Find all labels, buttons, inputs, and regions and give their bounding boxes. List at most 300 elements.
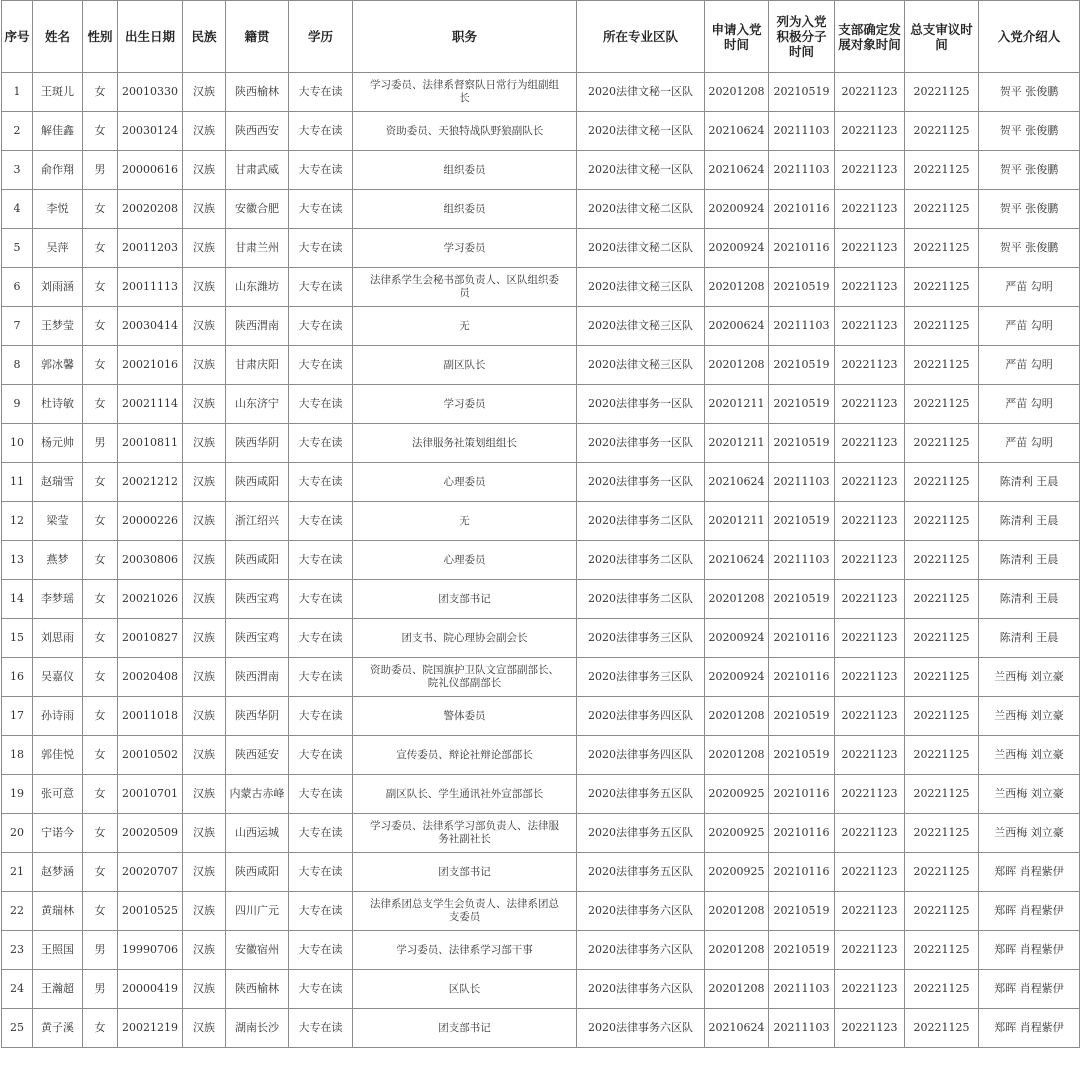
cell-activist-date: 20210519 — [769, 73, 835, 112]
cell-ethnicity: 汉族 — [183, 151, 226, 190]
cell-apply-date: 20200924 — [705, 619, 769, 658]
cell-duty: 法律服务社策划组组长 — [353, 424, 577, 463]
cell-gender: 女 — [83, 463, 118, 502]
cell-activist-date: 20211103 — [769, 151, 835, 190]
cell-native-place: 陕西咸阳 — [226, 853, 289, 892]
cell-education: 大专在读 — [289, 619, 353, 658]
cell-name: 张可意 — [33, 775, 83, 814]
cell-name: 赵瑞雪 — [33, 463, 83, 502]
table-row — [2, 775, 1080, 814]
cell-duty: 学习委员、法律系学习部负责人、法律服务社副社长 — [353, 814, 577, 853]
table-row — [2, 814, 1080, 853]
cell-birth-date: 20010827 — [118, 619, 183, 658]
cell-education: 大专在读 — [289, 697, 353, 736]
cell-native-place: 陕西宝鸡 — [226, 619, 289, 658]
cell-birth-date: 20000616 — [118, 151, 183, 190]
cell-index: 20 — [2, 814, 33, 853]
cell-review-date: 20221125 — [905, 346, 979, 385]
cell-squad: 2020法律事务一区队 — [577, 463, 705, 502]
cell-duty: 区队长 — [353, 970, 577, 1009]
table-row — [2, 151, 1080, 190]
cell-apply-date: 20201211 — [705, 424, 769, 463]
cell-gender: 女 — [83, 814, 118, 853]
cell-candidate-date: 20221123 — [835, 229, 905, 268]
cell-review-date: 20221125 — [905, 385, 979, 424]
cell-native-place: 安徽宿州 — [226, 931, 289, 970]
cell-gender: 女 — [83, 346, 118, 385]
cell-activist-date: 20211103 — [769, 541, 835, 580]
cell-ethnicity: 汉族 — [183, 112, 226, 151]
cell-duty: 无 — [353, 502, 577, 541]
cell-introducers: 贺平 张俊鹏 — [979, 73, 1080, 112]
header-introducers: 入党介绍人 — [979, 1, 1080, 73]
cell-review-date: 20221125 — [905, 814, 979, 853]
cell-activist-date: 20210116 — [769, 775, 835, 814]
cell-apply-date: 20201208 — [705, 931, 769, 970]
cell-name: 俞作翔 — [33, 151, 83, 190]
cell-activist-date: 20210116 — [769, 814, 835, 853]
cell-education: 大专在读 — [289, 970, 353, 1009]
cell-squad: 2020法律事务六区队 — [577, 892, 705, 931]
cell-review-date: 20221125 — [905, 697, 979, 736]
cell-duty: 法律系团总支学生会负责人、法律系团总支委员 — [353, 892, 577, 931]
cell-ethnicity: 汉族 — [183, 970, 226, 1009]
table-body — [2, 73, 1080, 1048]
cell-name: 吴萍 — [33, 229, 83, 268]
cell-candidate-date: 20221123 — [835, 736, 905, 775]
cell-ethnicity: 汉族 — [183, 736, 226, 775]
cell-ethnicity: 汉族 — [183, 268, 226, 307]
cell-native-place: 山东济宁 — [226, 385, 289, 424]
cell-native-place: 陕西咸阳 — [226, 463, 289, 502]
cell-education: 大专在读 — [289, 853, 353, 892]
cell-candidate-date: 20221123 — [835, 307, 905, 346]
cell-duty: 组织委员 — [353, 151, 577, 190]
cell-duty: 副区队长 — [353, 346, 577, 385]
table-row — [2, 463, 1080, 502]
cell-review-date: 20221125 — [905, 580, 979, 619]
cell-review-date: 20221125 — [905, 190, 979, 229]
cell-index: 17 — [2, 697, 33, 736]
table-row — [2, 892, 1080, 931]
cell-name: 吴嘉仪 — [33, 658, 83, 697]
cell-native-place: 陕西华阴 — [226, 424, 289, 463]
cell-birth-date: 20010701 — [118, 775, 183, 814]
cell-duty: 团支书、院心理协会副会长 — [353, 619, 577, 658]
cell-review-date: 20221125 — [905, 931, 979, 970]
cell-ethnicity: 汉族 — [183, 463, 226, 502]
cell-candidate-date: 20221123 — [835, 931, 905, 970]
cell-birth-date: 19990706 — [118, 931, 183, 970]
table-row — [2, 658, 1080, 697]
cell-squad: 2020法律文秘一区队 — [577, 151, 705, 190]
cell-name: 燕梦 — [33, 541, 83, 580]
cell-index: 13 — [2, 541, 33, 580]
header-apply-date: 申请入党时间 — [705, 1, 769, 73]
cell-squad: 2020法律事务六区队 — [577, 970, 705, 1009]
cell-introducers: 陈清利 王晨 — [979, 541, 1080, 580]
cell-squad: 2020法律文秘二区队 — [577, 229, 705, 268]
cell-candidate-date: 20221123 — [835, 541, 905, 580]
cell-ethnicity: 汉族 — [183, 541, 226, 580]
cell-gender: 男 — [83, 931, 118, 970]
cell-squad: 2020法律文秘三区队 — [577, 307, 705, 346]
cell-index: 3 — [2, 151, 33, 190]
cell-duty: 心理委员 — [353, 541, 577, 580]
table-row — [2, 73, 1080, 112]
cell-duty: 团支部书记 — [353, 580, 577, 619]
table-row — [2, 424, 1080, 463]
cell-native-place: 陕西宝鸡 — [226, 580, 289, 619]
member-table — [1, 0, 1080, 1048]
cell-apply-date: 20201208 — [705, 892, 769, 931]
cell-review-date: 20221125 — [905, 892, 979, 931]
table-row — [2, 619, 1080, 658]
cell-review-date: 20221125 — [905, 502, 979, 541]
cell-name: 解佳鑫 — [33, 112, 83, 151]
cell-birth-date: 20020208 — [118, 190, 183, 229]
cell-gender: 女 — [83, 385, 118, 424]
cell-candidate-date: 20221123 — [835, 385, 905, 424]
cell-introducers: 严苗 勾明 — [979, 424, 1080, 463]
cell-review-date: 20221125 — [905, 775, 979, 814]
table-row — [2, 229, 1080, 268]
cell-gender: 男 — [83, 970, 118, 1009]
cell-ethnicity: 汉族 — [183, 697, 226, 736]
cell-gender: 男 — [83, 151, 118, 190]
cell-activist-date: 20210116 — [769, 853, 835, 892]
cell-duty: 资助委员、院国旗护卫队文宣部副部长、院礼仪部副部长 — [353, 658, 577, 697]
cell-education: 大专在读 — [289, 385, 353, 424]
cell-index: 16 — [2, 658, 33, 697]
cell-activist-date: 20210519 — [769, 892, 835, 931]
cell-gender: 女 — [83, 268, 118, 307]
cell-education: 大专在读 — [289, 307, 353, 346]
cell-gender: 女 — [83, 853, 118, 892]
cell-ethnicity: 汉族 — [183, 619, 226, 658]
cell-activist-date: 20210519 — [769, 385, 835, 424]
cell-ethnicity: 汉族 — [183, 658, 226, 697]
table-row — [2, 190, 1080, 229]
cell-name: 李梦瑶 — [33, 580, 83, 619]
cell-activist-date: 20210116 — [769, 619, 835, 658]
cell-apply-date: 20200925 — [705, 775, 769, 814]
cell-duty: 团支部书记 — [353, 1009, 577, 1048]
cell-birth-date: 20010525 — [118, 892, 183, 931]
cell-squad: 2020法律事务三区队 — [577, 658, 705, 697]
cell-ethnicity: 汉族 — [183, 502, 226, 541]
cell-apply-date: 20210624 — [705, 112, 769, 151]
cell-education: 大专在读 — [289, 73, 353, 112]
cell-birth-date: 20021219 — [118, 1009, 183, 1048]
cell-apply-date: 20201208 — [705, 580, 769, 619]
cell-ethnicity: 汉族 — [183, 385, 226, 424]
cell-native-place: 陕西延安 — [226, 736, 289, 775]
cell-duty: 副区队长、学生通讯社外宣部部长 — [353, 775, 577, 814]
cell-introducers: 兰西梅 刘立豪 — [979, 814, 1080, 853]
cell-apply-date: 20201211 — [705, 385, 769, 424]
cell-candidate-date: 20221123 — [835, 658, 905, 697]
cell-introducers: 严苗 勾明 — [979, 307, 1080, 346]
cell-introducers: 郑晖 肖程紫伊 — [979, 931, 1080, 970]
cell-name: 赵梦涵 — [33, 853, 83, 892]
cell-gender: 女 — [83, 775, 118, 814]
cell-duty: 警体委员 — [353, 697, 577, 736]
cell-name: 郭佳悦 — [33, 736, 83, 775]
cell-birth-date: 20021212 — [118, 463, 183, 502]
table-row — [2, 268, 1080, 307]
cell-activist-date: 20210519 — [769, 931, 835, 970]
cell-activist-date: 20210519 — [769, 697, 835, 736]
cell-squad: 2020法律文秘一区队 — [577, 73, 705, 112]
table-row — [2, 112, 1080, 151]
cell-introducers: 严苗 勾明 — [979, 268, 1080, 307]
cell-apply-date: 20210624 — [705, 1009, 769, 1048]
table-row — [2, 697, 1080, 736]
cell-duty: 学习委员 — [353, 385, 577, 424]
cell-activist-date: 20210519 — [769, 502, 835, 541]
cell-apply-date: 20210624 — [705, 463, 769, 502]
cell-name: 刘思雨 — [33, 619, 83, 658]
cell-native-place: 甘肃兰州 — [226, 229, 289, 268]
cell-introducers: 严苗 勾明 — [979, 346, 1080, 385]
header-review-date: 总支审议时间 — [905, 1, 979, 73]
cell-ethnicity: 汉族 — [183, 892, 226, 931]
cell-birth-date: 20030414 — [118, 307, 183, 346]
cell-squad: 2020法律事务四区队 — [577, 697, 705, 736]
cell-review-date: 20221125 — [905, 970, 979, 1009]
cell-native-place: 甘肃武威 — [226, 151, 289, 190]
cell-activist-date: 20210519 — [769, 580, 835, 619]
cell-squad: 2020法律文秘三区队 — [577, 268, 705, 307]
cell-squad: 2020法律事务二区队 — [577, 541, 705, 580]
cell-ethnicity: 汉族 — [183, 190, 226, 229]
cell-birth-date: 20010811 — [118, 424, 183, 463]
cell-introducers: 陈清利 王晨 — [979, 463, 1080, 502]
cell-introducers: 郑晖 肖程紫伊 — [979, 892, 1080, 931]
cell-education: 大专在读 — [289, 736, 353, 775]
cell-candidate-date: 20221123 — [835, 697, 905, 736]
cell-gender: 女 — [83, 892, 118, 931]
table-row — [2, 1009, 1080, 1048]
cell-squad: 2020法律事务一区队 — [577, 424, 705, 463]
cell-index: 1 — [2, 73, 33, 112]
cell-introducers: 陈清利 王晨 — [979, 619, 1080, 658]
cell-introducers: 兰西梅 刘立豪 — [979, 658, 1080, 697]
cell-squad: 2020法律事务一区队 — [577, 385, 705, 424]
cell-name: 宁诺今 — [33, 814, 83, 853]
cell-duty: 资助委员、天狼特战队野狼副队长 — [353, 112, 577, 151]
cell-index: 10 — [2, 424, 33, 463]
cell-index: 7 — [2, 307, 33, 346]
cell-introducers: 兰西梅 刘立豪 — [979, 736, 1080, 775]
cell-squad: 2020法律事务四区队 — [577, 736, 705, 775]
cell-birth-date: 20021016 — [118, 346, 183, 385]
cell-name: 刘雨涵 — [33, 268, 83, 307]
cell-index: 21 — [2, 853, 33, 892]
cell-squad: 2020法律事务六区队 — [577, 1009, 705, 1048]
cell-name: 李悦 — [33, 190, 83, 229]
cell-squad: 2020法律文秘一区队 — [577, 112, 705, 151]
table-row — [2, 385, 1080, 424]
table-row — [2, 931, 1080, 970]
table-row — [2, 541, 1080, 580]
cell-birth-date: 20020509 — [118, 814, 183, 853]
header-row — [2, 1, 1080, 73]
cell-candidate-date: 20221123 — [835, 814, 905, 853]
cell-candidate-date: 20221123 — [835, 73, 905, 112]
cell-introducers: 兰西梅 刘立豪 — [979, 697, 1080, 736]
cell-activist-date: 20210519 — [769, 346, 835, 385]
cell-review-date: 20221125 — [905, 229, 979, 268]
cell-ethnicity: 汉族 — [183, 1009, 226, 1048]
cell-activist-date: 20211103 — [769, 970, 835, 1009]
cell-index: 18 — [2, 736, 33, 775]
cell-name: 王梦莹 — [33, 307, 83, 346]
cell-candidate-date: 20221123 — [835, 346, 905, 385]
cell-introducers: 陈清利 王晨 — [979, 580, 1080, 619]
cell-index: 22 — [2, 892, 33, 931]
cell-name: 黄子溪 — [33, 1009, 83, 1048]
cell-ethnicity: 汉族 — [183, 424, 226, 463]
cell-candidate-date: 20221123 — [835, 190, 905, 229]
cell-review-date: 20221125 — [905, 268, 979, 307]
header-native-place: 籍贯 — [226, 1, 289, 73]
cell-birth-date: 20000226 — [118, 502, 183, 541]
cell-ethnicity: 汉族 — [183, 853, 226, 892]
cell-activist-date: 20210116 — [769, 229, 835, 268]
cell-squad: 2020法律事务五区队 — [577, 853, 705, 892]
cell-introducers: 郑晖 肖程紫伊 — [979, 1009, 1080, 1048]
cell-birth-date: 20011113 — [118, 268, 183, 307]
cell-candidate-date: 20221123 — [835, 151, 905, 190]
cell-introducers: 郑晖 肖程紫伊 — [979, 970, 1080, 1009]
cell-education: 大专在读 — [289, 775, 353, 814]
cell-ethnicity: 汉族 — [183, 346, 226, 385]
table-row — [2, 970, 1080, 1009]
cell-duty: 学习委员、法律系督察队日常行为组副组长 — [353, 73, 577, 112]
cell-squad: 2020法律事务三区队 — [577, 619, 705, 658]
cell-apply-date: 20210624 — [705, 541, 769, 580]
cell-review-date: 20221125 — [905, 73, 979, 112]
cell-activist-date: 20211103 — [769, 112, 835, 151]
cell-education: 大专在读 — [289, 112, 353, 151]
cell-activist-date: 20210519 — [769, 736, 835, 775]
cell-native-place: 陕西渭南 — [226, 307, 289, 346]
cell-apply-date: 20200924 — [705, 658, 769, 697]
cell-review-date: 20221125 — [905, 736, 979, 775]
cell-introducers: 兰西梅 刘立豪 — [979, 775, 1080, 814]
cell-candidate-date: 20221123 — [835, 268, 905, 307]
table-row — [2, 580, 1080, 619]
cell-review-date: 20221125 — [905, 424, 979, 463]
cell-name: 杜诗敏 — [33, 385, 83, 424]
cell-index: 6 — [2, 268, 33, 307]
cell-candidate-date: 20221123 — [835, 502, 905, 541]
cell-native-place: 陕西渭南 — [226, 658, 289, 697]
cell-index: 2 — [2, 112, 33, 151]
cell-introducers: 贺平 张俊鹏 — [979, 190, 1080, 229]
cell-squad: 2020法律事务二区队 — [577, 502, 705, 541]
cell-name: 杨元帅 — [33, 424, 83, 463]
cell-apply-date: 20201208 — [705, 697, 769, 736]
cell-birth-date: 20011203 — [118, 229, 183, 268]
cell-candidate-date: 20221123 — [835, 1009, 905, 1048]
cell-gender: 女 — [83, 736, 118, 775]
cell-gender: 女 — [83, 190, 118, 229]
cell-ethnicity: 汉族 — [183, 307, 226, 346]
cell-review-date: 20221125 — [905, 658, 979, 697]
header-education: 学历 — [289, 1, 353, 73]
cell-index: 14 — [2, 580, 33, 619]
cell-introducers: 陈清利 王晨 — [979, 502, 1080, 541]
cell-candidate-date: 20221123 — [835, 580, 905, 619]
cell-review-date: 20221125 — [905, 853, 979, 892]
cell-ethnicity: 汉族 — [183, 580, 226, 619]
cell-name: 孙诗雨 — [33, 697, 83, 736]
cell-index: 23 — [2, 931, 33, 970]
cell-activist-date: 20211103 — [769, 463, 835, 502]
cell-introducers: 贺平 张俊鹏 — [979, 151, 1080, 190]
cell-name: 王照国 — [33, 931, 83, 970]
cell-education: 大专在读 — [289, 190, 353, 229]
cell-native-place: 陕西华阴 — [226, 697, 289, 736]
cell-education: 大专在读 — [289, 892, 353, 931]
cell-gender: 女 — [83, 580, 118, 619]
cell-review-date: 20221125 — [905, 112, 979, 151]
cell-squad: 2020法律事务五区队 — [577, 775, 705, 814]
cell-activist-date: 20210116 — [769, 190, 835, 229]
cell-name: 郭冰馨 — [33, 346, 83, 385]
cell-candidate-date: 20221123 — [835, 112, 905, 151]
header-index: 序号 — [2, 1, 33, 73]
cell-candidate-date: 20221123 — [835, 424, 905, 463]
cell-index: 12 — [2, 502, 33, 541]
cell-native-place: 安徽合肥 — [226, 190, 289, 229]
cell-candidate-date: 20221123 — [835, 970, 905, 1009]
cell-activist-date: 20210116 — [769, 658, 835, 697]
cell-education: 大专在读 — [289, 502, 353, 541]
cell-name: 王瀚超 — [33, 970, 83, 1009]
cell-apply-date: 20201208 — [705, 970, 769, 1009]
cell-duty: 无 — [353, 307, 577, 346]
header-duty: 职务 — [353, 1, 577, 73]
cell-gender: 女 — [83, 541, 118, 580]
cell-candidate-date: 20221123 — [835, 853, 905, 892]
table-row — [2, 346, 1080, 385]
table-row — [2, 853, 1080, 892]
cell-index: 11 — [2, 463, 33, 502]
cell-introducers: 郑晖 肖程紫伊 — [979, 853, 1080, 892]
header-name: 姓名 — [33, 1, 83, 73]
table-row — [2, 736, 1080, 775]
cell-apply-date: 20210624 — [705, 151, 769, 190]
cell-duty: 宣传委员、辩论社辩论部部长 — [353, 736, 577, 775]
cell-activist-date: 20210519 — [769, 424, 835, 463]
cell-native-place: 甘肃庆阳 — [226, 346, 289, 385]
cell-gender: 女 — [83, 1009, 118, 1048]
cell-native-place: 四川广元 — [226, 892, 289, 931]
cell-introducers: 贺平 张俊鹏 — [979, 112, 1080, 151]
cell-education: 大专在读 — [289, 346, 353, 385]
cell-index: 5 — [2, 229, 33, 268]
cell-native-place: 浙江绍兴 — [226, 502, 289, 541]
cell-squad: 2020法律事务五区队 — [577, 814, 705, 853]
cell-native-place: 陕西榆林 — [226, 970, 289, 1009]
cell-name: 王斑儿 — [33, 73, 83, 112]
cell-name: 黄瑞林 — [33, 892, 83, 931]
cell-education: 大专在读 — [289, 1009, 353, 1048]
